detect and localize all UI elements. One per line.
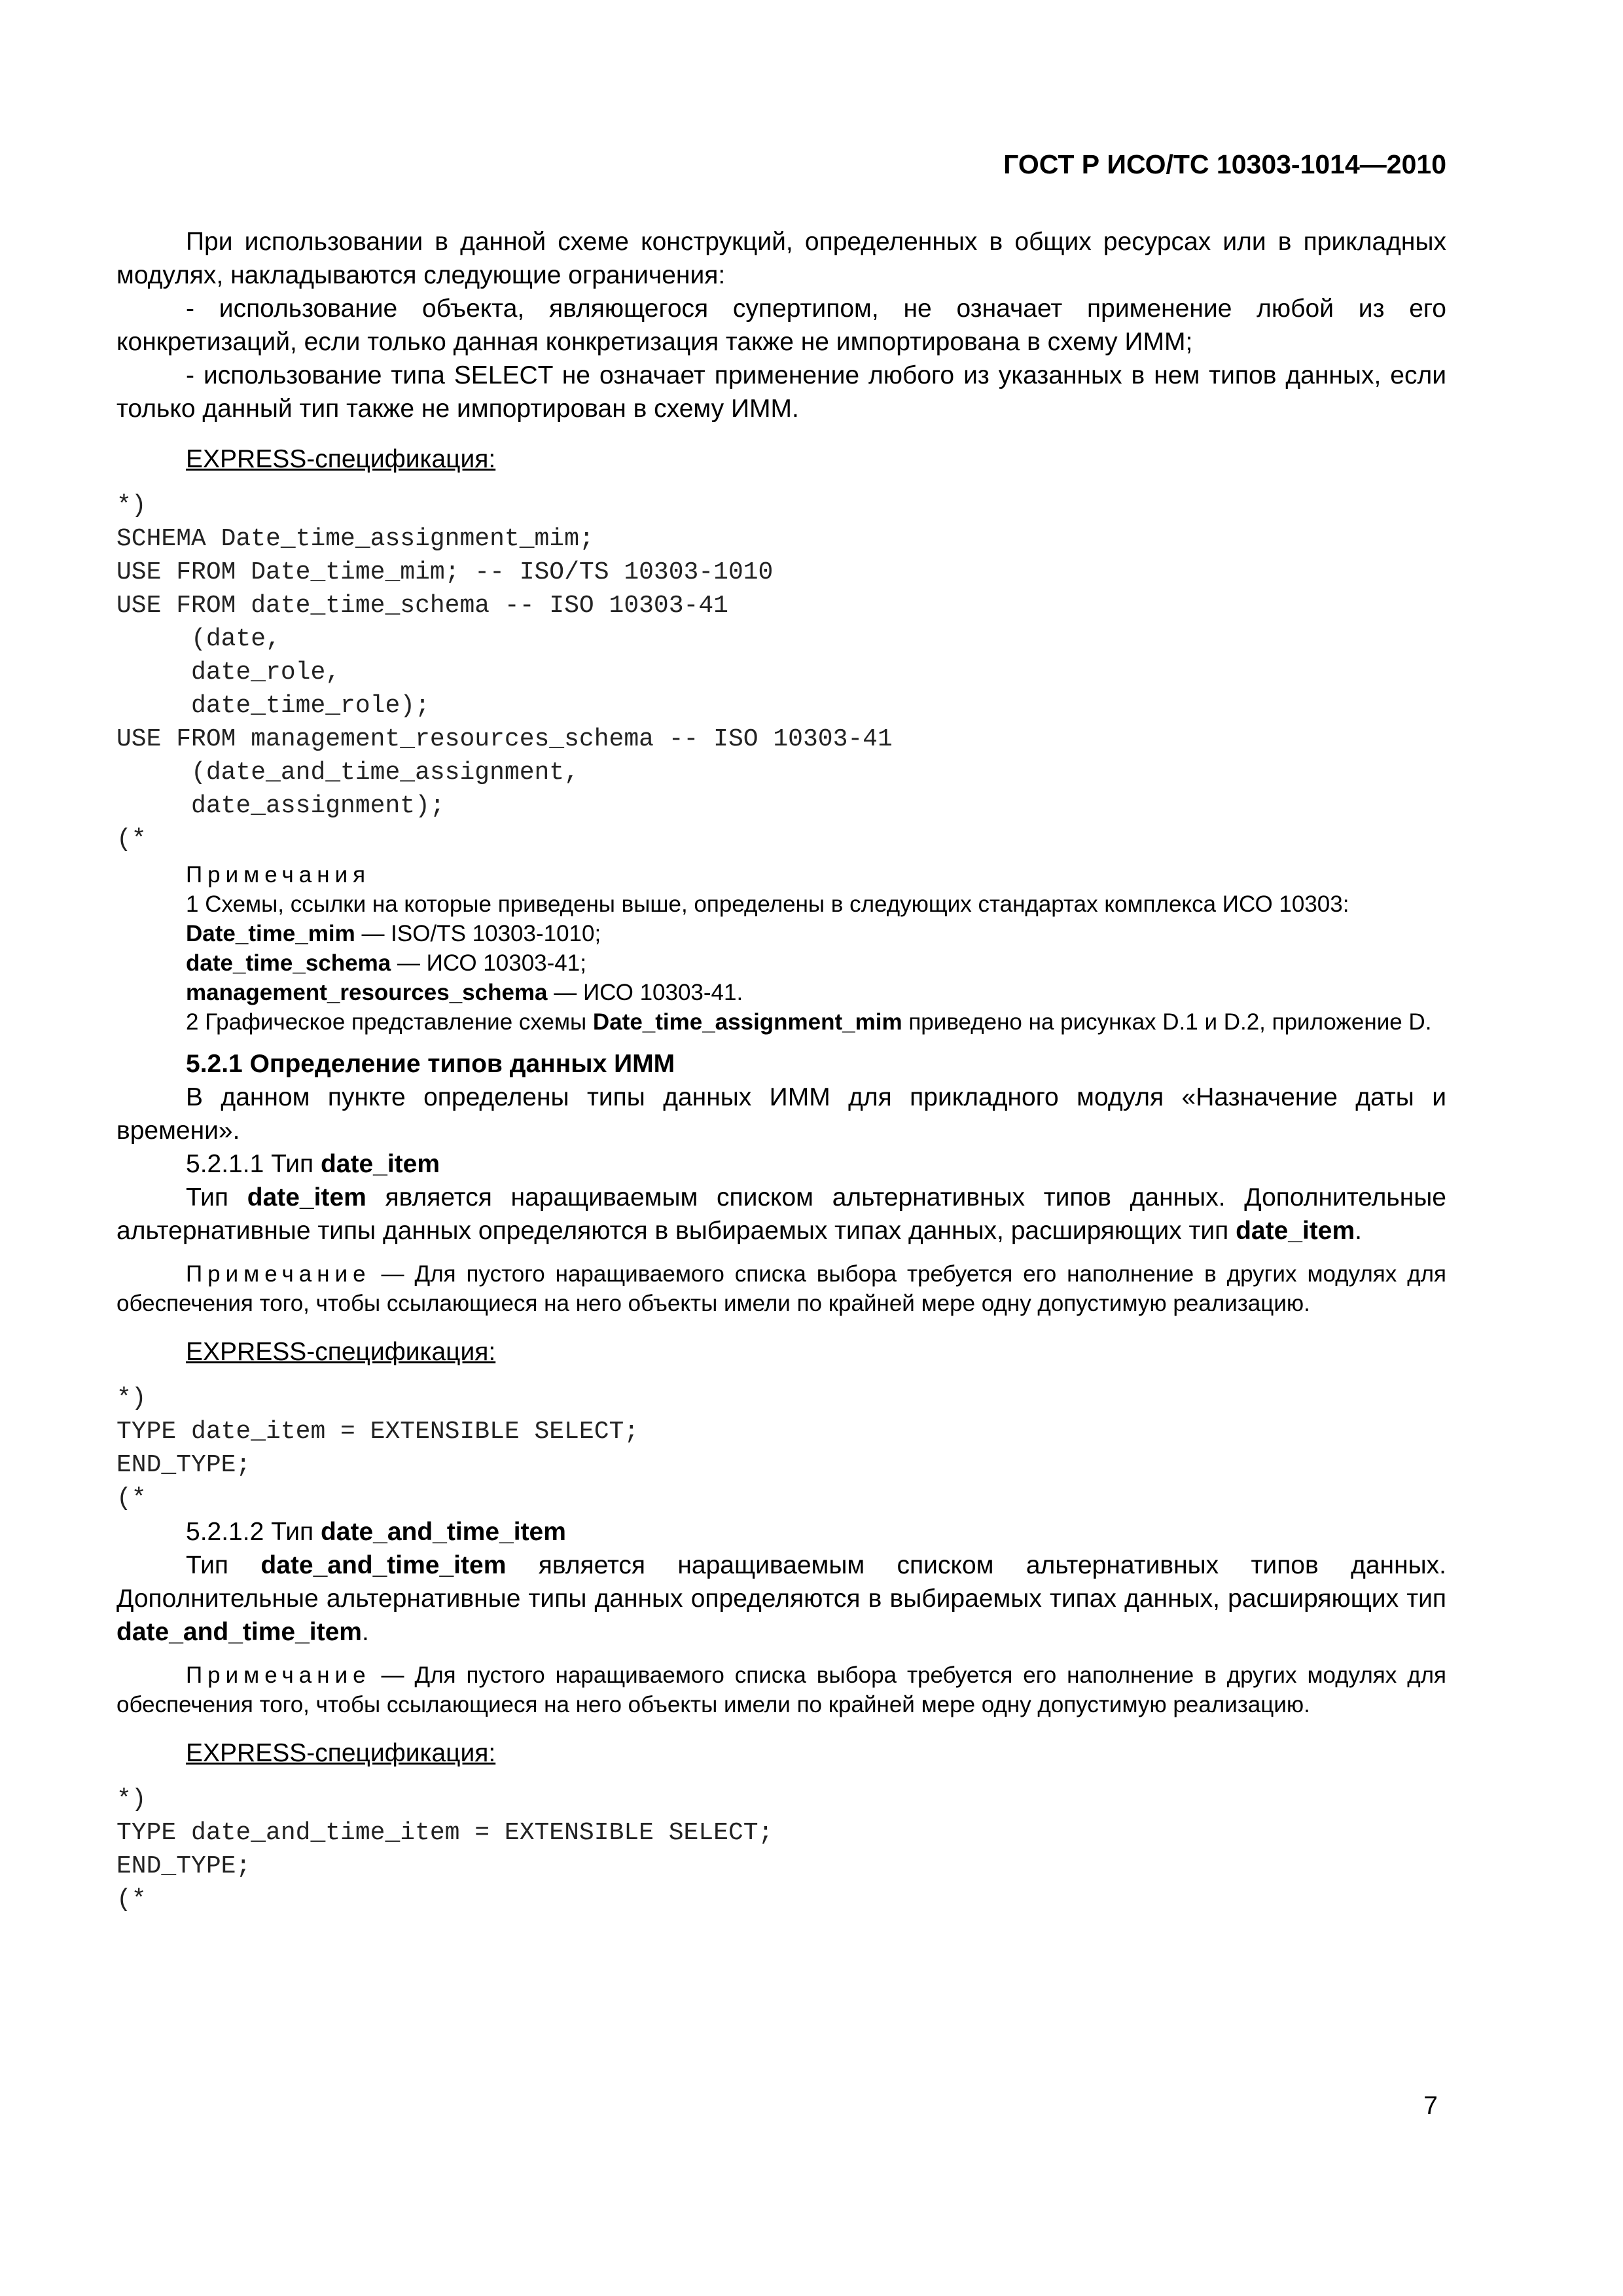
section-5-2-1-text: В данном пункте определены типы данных ИММ для прикладного модуля «Назначение даты и времени».	[116, 1083, 1446, 1145]
schema-name: management_resources_schema	[186, 980, 548, 1005]
schema-standard: — ИСО 10303-41.	[547, 980, 743, 1005]
express-spec-label: EXPRESS-спецификация:	[186, 445, 496, 473]
date-item-code-block: *) TYPE date_item = EXTENSIBLE SELECT; END_TYPE; (*	[116, 1384, 639, 1513]
note-text: — Для пустого наращиваемого списка выбора требуется его наполнение в других модулях для обеспечения того, чтобы ссылающиеся на него объекты имели по крайней мере одну допустимую реализацию.	[116, 1261, 1446, 1316]
page-number: 7	[1423, 2092, 1438, 2120]
express-spec-label: EXPRESS-спецификация:	[186, 1338, 496, 1366]
date-and-time-item-code-block: *) TYPE date_and_time_item = EXTENSIBLE SELECT; END_TYPE; (*	[116, 1785, 774, 1914]
section-5-2-1-2-heading: 5.2.1.2 Тип date_and_time_item	[186, 1518, 566, 1546]
notes-title: Примечания	[186, 862, 371, 888]
page-content	[116, 225, 1446, 1916]
section-5-2-1-1-heading: 5.2.1.1 Тип date_item	[186, 1150, 440, 1178]
schema-standard: — ИСО 10303-41;	[391, 950, 586, 976]
note-label: Примечание	[186, 1662, 371, 1688]
schema-reference-2	[116, 948, 1446, 978]
schema-reference-1	[116, 919, 1446, 948]
note-text: — Для пустого наращиваемого списка выбора требуется его наполнение в других модулях для обеспечения того, чтобы ссылающиеся на него объекты имели по крайней мере одну допустимую реализацию.	[116, 1662, 1446, 1717]
section-5-2-1-1-note	[116, 1259, 1446, 1318]
schema-reference-3	[116, 978, 1446, 1007]
section-5-2-1-2-note	[116, 1660, 1446, 1719]
intro-paragraph: При использовании в данной схеме конструкций, определенных в общих ресурсах или в прикладных модулях, накладываются следующие ограничения:	[116, 228, 1446, 289]
section-5-2-1-2-text: Тип date_and_time_item является наращиваемым списком альтернативных типов данных. Дополнительные альтернативные типы данных определяются в выбираемых типах данных, расширяющих тип date_and_time_item.	[116, 1551, 1446, 1646]
note-label: Примечание	[186, 1261, 371, 1287]
intro-bullet-2: - использование типа SELECT не означает применение любого из указанных в нем типов данных, если только данный тип также не импортирован в схему ИММ.	[116, 361, 1446, 423]
note-2: 2 Графическое представление схемы Date_time_assignment_mim приведено на рисунках D.1 и D.2, приложение D.	[186, 1009, 1432, 1035]
section-5-2-1-1-text: Тип date_item является наращиваемым списком альтернативных типов данных. Дополнительные альтернативные типы данных определяются в выбираемых типах данных, расширяющих тип date_item.	[116, 1183, 1446, 1245]
section-5-2-1-heading: 5.2.1 Определение типов данных ИММ	[186, 1050, 675, 1078]
document-header: ГОСТ Р ИСО/ТС 10303-1014—2010	[1003, 149, 1446, 179]
schema-name: Date_time_mim	[186, 921, 355, 946]
express-spec-label: EXPRESS-спецификация:	[186, 1739, 496, 1767]
note-1: 1 Схемы, ссылки на которые приведены выше, определены в следующих стандартах комплекса ИСО 10303:	[186, 891, 1349, 917]
schema-code-block: *) SCHEMA Date_time_assignment_mim; USE FROM Date_time_mim; -- ISO/TS 10303-1010 USE FROM date_time_schema -- ISO 10303-41 (date, date_role, date_time_role); USE FROM management_resources_schema -- ISO 10303-41 (date_and_time_assignment, date_assignment); (*	[116, 492, 893, 853]
schema-standard: — ISO/TS 10303-1010;	[355, 921, 601, 946]
intro-bullet-1: - использование объекта, являющегося супертипом, не означает применение любой из его конкретизаций, если только данная конкретизация также не импортирована в схему ИММ;	[116, 295, 1446, 356]
notes-block	[116, 860, 1446, 1037]
schema-name: date_time_schema	[186, 950, 391, 976]
